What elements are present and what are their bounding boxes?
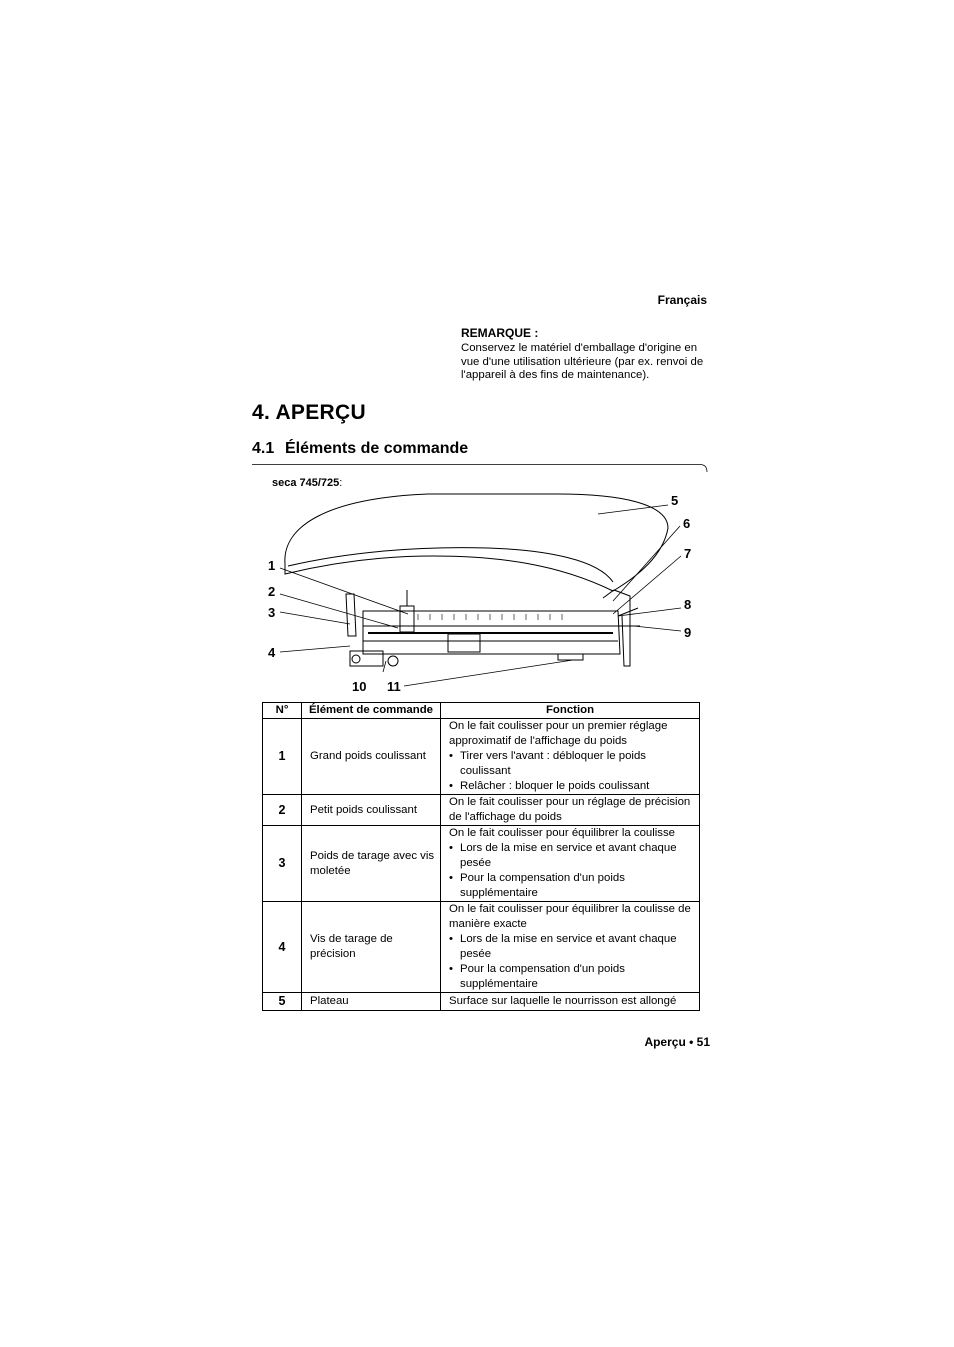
function-text: On le fait coulisser pour un premier réglage approximatif de l'affichage du poids [449, 720, 668, 747]
table-row [263, 993, 700, 1011]
table-row [263, 826, 700, 902]
model-suffix: : [339, 477, 343, 489]
bullet-item: • Pour la compensation d'un poids supplémentaire [449, 871, 695, 901]
note-text: Conservez le matériel d'emballage d'origine en vue d'une utilisation ultérieure (par ex. renvoi de l'appareil à des fins de maintenance). [461, 342, 704, 382]
row-function [441, 795, 700, 826]
row-function [441, 993, 700, 1011]
leader-lines [280, 505, 681, 686]
display-window [448, 634, 480, 652]
callout-3: 3 [268, 605, 276, 620]
function-bullets [449, 841, 695, 901]
callout-9: 9 [684, 625, 692, 640]
row-function [441, 902, 700, 993]
header-element: Élément de commande [302, 703, 441, 719]
row-number: 3 [263, 826, 302, 902]
function-text: On le fait coulisser pour un réglage de précision de l'affichage du poids [449, 796, 691, 823]
model-name: seca 745/725 [272, 477, 340, 489]
foot-right [558, 654, 583, 660]
row-number: 5 [263, 993, 302, 1011]
callout-7: 7 [684, 546, 692, 561]
function-bullets [449, 749, 695, 794]
bullet-item: • Lors de la mise en service et avant chaque pesée [449, 841, 695, 871]
header-number: N° [263, 703, 302, 719]
bullet-item: • Tirer vers l'avant : débloquer le poids coulissant [449, 749, 695, 779]
subsection-title: Éléments de commande [285, 440, 469, 457]
row-number: 4 [263, 902, 302, 993]
scale-drawing [258, 486, 708, 698]
row-function [441, 826, 700, 902]
subsection-heading [252, 440, 468, 458]
foot-left [388, 656, 398, 666]
slide-weight-large [400, 606, 414, 632]
callout-8: 8 [684, 597, 692, 612]
callout-11: 11 [387, 679, 401, 694]
bullet-item: • Lors de la mise en service et avant chaque pesée [449, 932, 695, 962]
tray-outline [285, 494, 668, 591]
right-bracket [603, 590, 630, 666]
subsection-number: 4.1 [252, 440, 275, 457]
row-number: 1 [263, 719, 302, 795]
callout-4: 4 [268, 645, 276, 660]
language-label: Français [657, 293, 707, 307]
bullet-item: • Relâcher : bloquer le poids coulissant [449, 779, 695, 794]
row-element: Grand poids coulissant [302, 719, 441, 795]
function-text: On le fait coulisser pour équilibrer la coulisse [449, 827, 676, 839]
function-bullets [449, 932, 695, 992]
callout-6: 6 [683, 516, 691, 531]
table-header-row [263, 703, 700, 719]
left-foot [350, 651, 383, 666]
table-row [263, 719, 700, 795]
table-row [263, 795, 700, 826]
tray-rim [288, 548, 613, 582]
row-element: Petit poids coulissant [302, 795, 441, 826]
section-title: 4. APERÇU [252, 401, 366, 424]
function-text: On le fait coulisser pour équilibrer la coulisse de manière exacte [449, 903, 691, 930]
row-element: Poids de tarage avec vis moletée [302, 826, 441, 902]
page-footer: Aperçu • 51 [644, 1035, 710, 1049]
bullet-item: • Pour la compensation d'un poids supplémentaire [449, 962, 695, 992]
callout-5: 5 [671, 493, 679, 508]
row-element: Vis de tarage de précision [302, 902, 441, 993]
level-foot [352, 655, 360, 663]
note-title: REMARQUE : [461, 326, 539, 340]
row-element: Plateau [302, 993, 441, 1011]
header-function: Fonction [441, 703, 700, 719]
table-row [263, 902, 700, 993]
right-clamp [618, 608, 640, 626]
row-function [441, 719, 700, 795]
callout-1: 1 [268, 558, 276, 573]
controls-table [262, 702, 700, 1011]
function-text: Surface sur laquelle le nourrisson est allongé [449, 995, 677, 1007]
row-number: 2 [263, 795, 302, 826]
callout-2: 2 [268, 584, 276, 599]
callout-10: 10 [352, 679, 367, 694]
beam-scale-ticks [418, 614, 562, 620]
left-bracket [346, 594, 356, 636]
